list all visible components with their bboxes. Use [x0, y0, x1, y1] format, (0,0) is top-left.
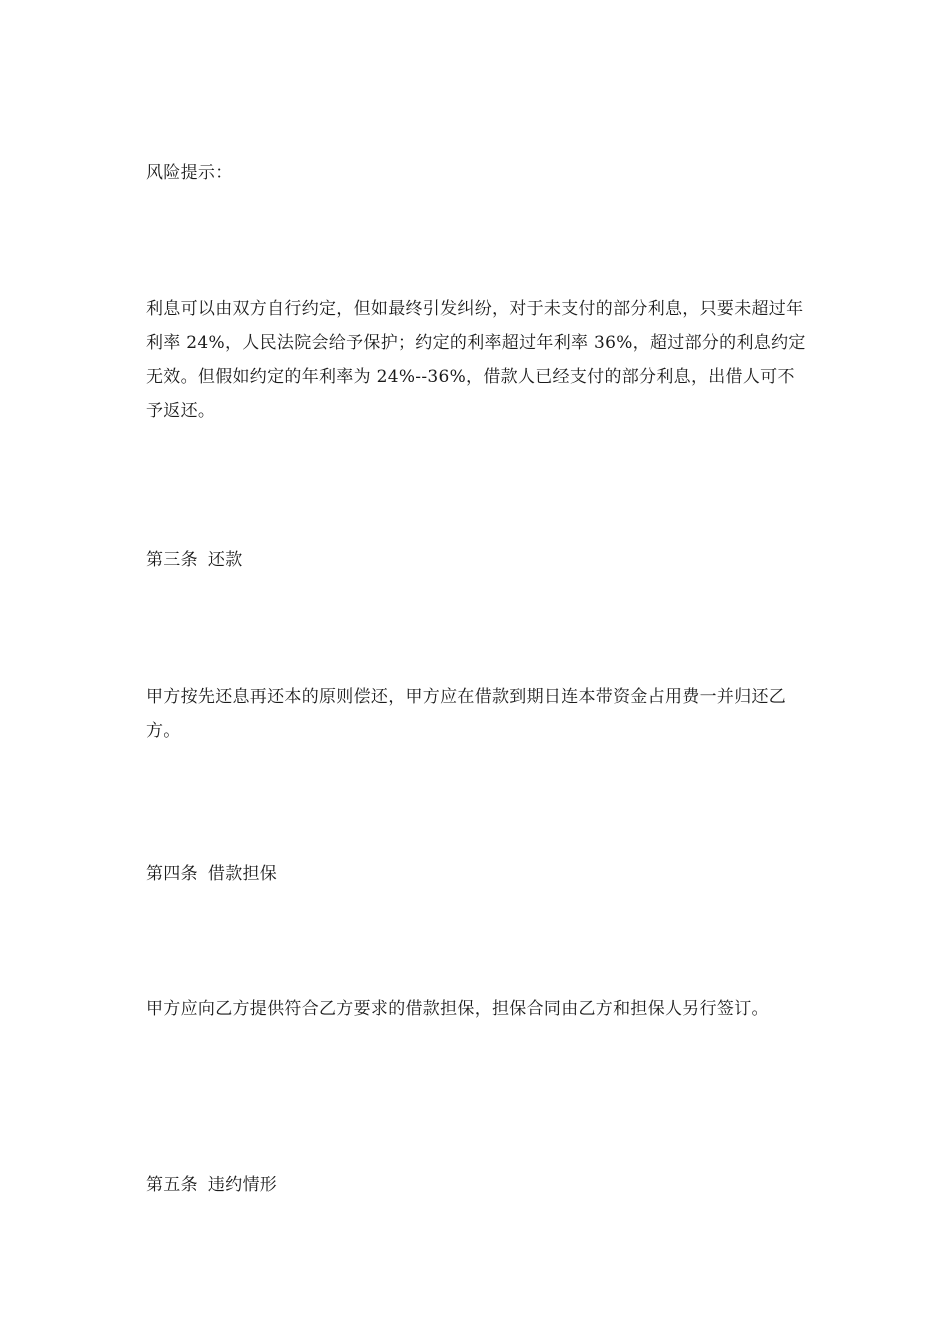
article-4-paragraph: 甲方应向乙方提供符合乙方要求的借款担保，担保合同由乙方和担保人另行签订。: [146, 999, 769, 1019]
article-5-heading: [146, 1168, 806, 1202]
article-3-heading: [146, 543, 806, 577]
article-4-heading: [146, 857, 806, 891]
article-3-number: 第三条: [146, 550, 198, 570]
article-5-title: 违约情形: [207, 1175, 278, 1195]
article-3-title: 还款: [207, 550, 243, 570]
article-4-number: 第四条: [146, 864, 198, 884]
article-3-paragraph: 甲方按先还息再还本的原则偿还，甲方应在借款到期日连本带资金占用费一并归还乙方。: [146, 687, 787, 741]
risk-notice-paragraph: 利息可以由双方自行约定，但如最终引发纠纷，对于未支付的部分利息，只要未超过年利率 24%，人民法院会给予保护；约定的利率超过年利率 36%，超过部分的利息约定无效。但假如约定的年利率为 24%--36%，借款人已经支付的部分利息，出借人可不予返还。: [146, 299, 806, 421]
article-4-title: 借款担保: [207, 864, 278, 884]
article-5-number: 第五条: [146, 1175, 198, 1195]
risk-notice-label: 风险提示：: [146, 163, 233, 183]
